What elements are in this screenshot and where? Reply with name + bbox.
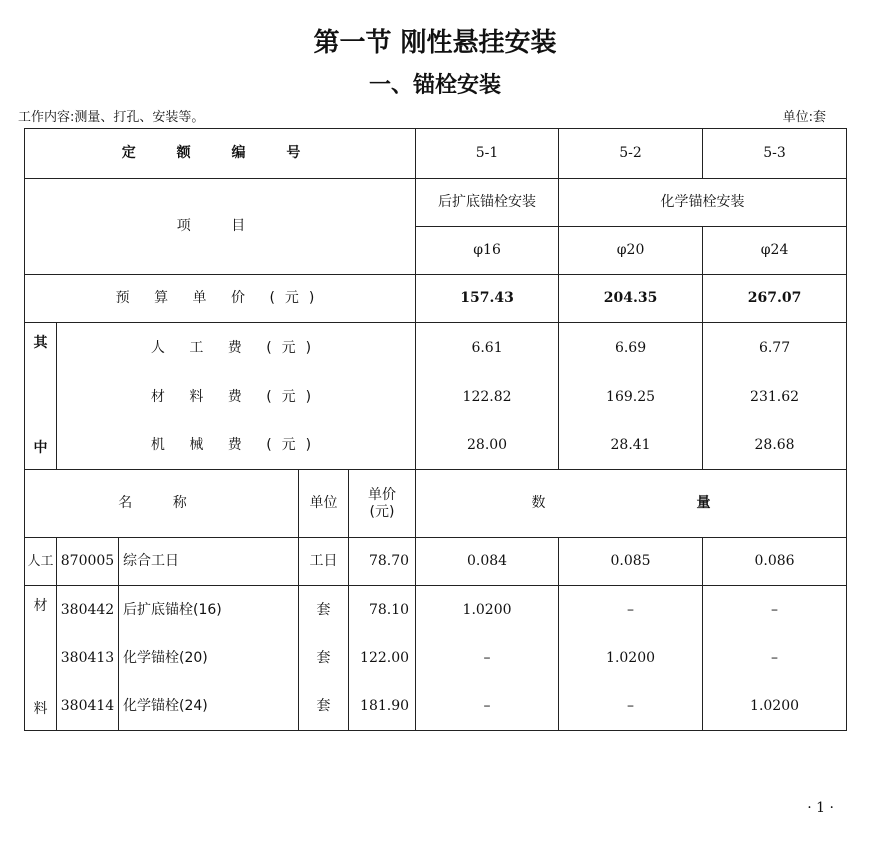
breakdown-label: 机 械 费 (元): [57, 421, 416, 469]
unit-price-header-sub: (元): [369, 503, 395, 520]
breakdown-label: 材 料 费 (元): [57, 373, 416, 421]
spec-cell: φ16: [416, 227, 559, 275]
breakdown-value: 231.62: [703, 373, 847, 421]
name-header: 名 称: [25, 470, 299, 538]
spec-cell: φ24: [703, 227, 847, 275]
quantity-header-left: 数: [531, 495, 546, 512]
work-content: 工作内容:测量、打孔、安装等。: [18, 110, 205, 125]
breakdown-side: [25, 323, 57, 470]
section-subtitle: 一、锚栓安装: [368, 73, 501, 98]
group-label-1: 后扩底锚栓安装: [416, 179, 559, 227]
unit-header: 单位: [299, 470, 349, 538]
material-qty: 1.0200: [559, 634, 703, 682]
material-name: 化学锚栓(20): [119, 634, 299, 682]
breakdown-value: 169.25: [559, 373, 703, 421]
material-qty: –: [416, 682, 559, 730]
material-qty: –: [416, 634, 559, 682]
price-cell: 267.07: [703, 275, 847, 323]
code-label: 定 额 编 号: [25, 129, 416, 179]
labor-name: 综合工日: [119, 538, 299, 586]
material-qty: 1.0200: [703, 682, 847, 730]
material-price: 181.90: [349, 682, 416, 730]
labor-unit: 工日: [299, 538, 349, 586]
material-qty: –: [559, 586, 703, 634]
labor-qty: 0.084: [416, 538, 559, 586]
breakdown-value: 6.77: [703, 323, 847, 373]
material-category-bottom: 料: [33, 701, 48, 718]
breakdown-value: 28.41: [559, 421, 703, 469]
material-unit: 套: [299, 634, 349, 682]
material-name: 化学锚栓(24): [119, 682, 299, 730]
material-price: 78.10: [349, 586, 416, 634]
material-price: 122.00: [349, 634, 416, 682]
spec-cell: φ20: [559, 227, 703, 275]
breakdown-value: 122.82: [416, 373, 559, 421]
breakdown-label: 人 工 费 (元): [57, 323, 416, 373]
breakdown-side-bottom: 中: [33, 440, 48, 457]
unit-price-header-main: 单价: [368, 486, 397, 503]
breakdown-value: 28.00: [416, 421, 559, 469]
material-qty: –: [559, 682, 703, 730]
page-title: 第一节 刚性悬挂安装: [313, 28, 557, 58]
material-qty: –: [703, 634, 847, 682]
breakdown-value: 6.61: [416, 323, 559, 373]
material-qty: 1.0200: [416, 586, 559, 634]
material-code: 380413: [57, 634, 119, 682]
labor-category: 人工: [25, 538, 57, 586]
code-cell: 5-1: [416, 129, 559, 179]
material-code: 380442: [57, 586, 119, 634]
code-cell: 5-3: [703, 129, 847, 179]
breakdown-value: 6.69: [559, 323, 703, 373]
material-qty: –: [703, 586, 847, 634]
group-label-2: 化学锚栓安装: [559, 179, 847, 227]
unit-price-header: [349, 470, 416, 538]
quantity-header: [416, 470, 847, 538]
item-label: 项 目: [25, 179, 416, 275]
labor-code: 870005: [57, 538, 119, 586]
material-name: 后扩底锚栓(16): [119, 586, 299, 634]
breakdown-side-top: 其: [33, 335, 48, 351]
material-unit: 套: [299, 682, 349, 730]
price-cell: 157.43: [416, 275, 559, 323]
labor-qty: 0.086: [703, 538, 847, 586]
labor-qty: 0.085: [559, 538, 703, 586]
price-label: 预 算 单 价 (元): [25, 275, 416, 323]
material-category-top: 材: [33, 598, 48, 614]
page-number: · 1 ·: [807, 800, 834, 816]
breakdown-value: 28.68: [703, 421, 847, 469]
code-cell: 5-2: [559, 129, 703, 179]
labor-price: 78.70: [349, 538, 416, 586]
quantity-header-right: 量: [696, 495, 711, 512]
material-category: [25, 586, 57, 731]
quota-table: [24, 128, 847, 731]
unit-label: 单位:套: [782, 110, 826, 125]
price-cell: 204.35: [559, 275, 703, 323]
material-unit: 套: [299, 586, 349, 634]
material-code: 380414: [57, 682, 119, 730]
